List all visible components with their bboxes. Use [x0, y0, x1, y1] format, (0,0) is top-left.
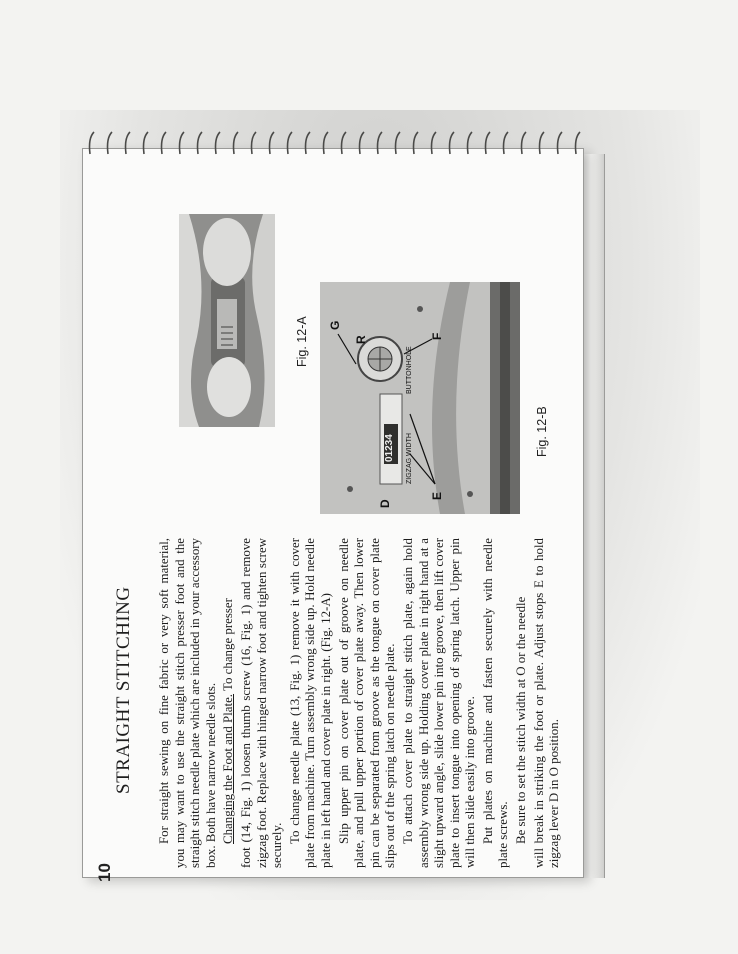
label-r: R	[354, 335, 368, 344]
paragraph: To attach cover plate to straight stitch plate, again hold assembly wrong side up. Holding cover plate in right hand at a slight upward angle, slide lower pin into groove, then lift cover plate to insert tongue into opening of spring latch. Upper pin will then slide easily into groove.	[400, 538, 478, 868]
paragraph: Put plates on machine and fasten securely with needle plate screws.	[480, 538, 511, 868]
label-f: F	[430, 332, 444, 340]
zigzag-width-label: ZIGZAG WIDTH	[406, 433, 413, 484]
section-title: STRAIGHT STITCHING	[113, 586, 134, 794]
label-g: G	[328, 320, 342, 330]
page-stack-edge	[582, 154, 605, 878]
subheading-tail: To change presser	[221, 598, 236, 691]
figure-12a-caption: Fig. 12-A	[295, 316, 309, 367]
page-number: 10	[95, 863, 114, 882]
paragraph: To change needle plate (13, Fig. 1) remove it with cover plate from machine. Turn assembly wrong side up. Hold needle plate in left hand and cover plate in right. (Fig. 12-A)	[287, 538, 333, 868]
hands-holding-plates-icon	[179, 214, 275, 427]
label-e: E	[430, 491, 444, 500]
subheading: Changing the Foot and Plate.	[221, 693, 236, 844]
paragraph: For straight sewing on fine fabric or very soft material, you may want to use the straight stitch presser foot and the straight stitch needle plate which are included in your accessory box. Both have narrow needle slots.	[157, 538, 218, 868]
paragraph-final-start: Be sure to set the stitch width at O or the needle	[514, 596, 529, 844]
figure-12a-photo	[179, 214, 275, 427]
rotated-page-content	[95, 162, 575, 882]
buttonhole-label: BUTTONHOLE	[406, 346, 413, 394]
paragraph: will break in striking the foot or plate. Adjust stops E to hold zigzag lever D in O position.	[531, 538, 562, 868]
body-text	[157, 538, 565, 868]
paragraph-subheading	[221, 538, 237, 868]
spiral-binding-icon	[82, 128, 592, 158]
zigzag-width-scale: 01234	[384, 434, 395, 462]
figure-12b-caption: Fig. 12-B	[535, 406, 549, 457]
figure-12b-photo	[320, 282, 520, 514]
paragraph: Slip upper pin on cover plate out of groove on needle plate, and pull upper portion of cover plate away. Then lower pin can be separated from groove as the tongue on cover plate slips out of the spring latch on needle plate.	[336, 538, 398, 868]
paragraph: foot (14, Fig. 1) loosen thumb screw (16, Fig. 1) and remove zigzag foot. Replace with hinged narrow foot and tighten screw securely.	[238, 538, 285, 868]
label-d: D	[378, 499, 392, 508]
zigzag-control-panel-icon	[320, 282, 520, 514]
